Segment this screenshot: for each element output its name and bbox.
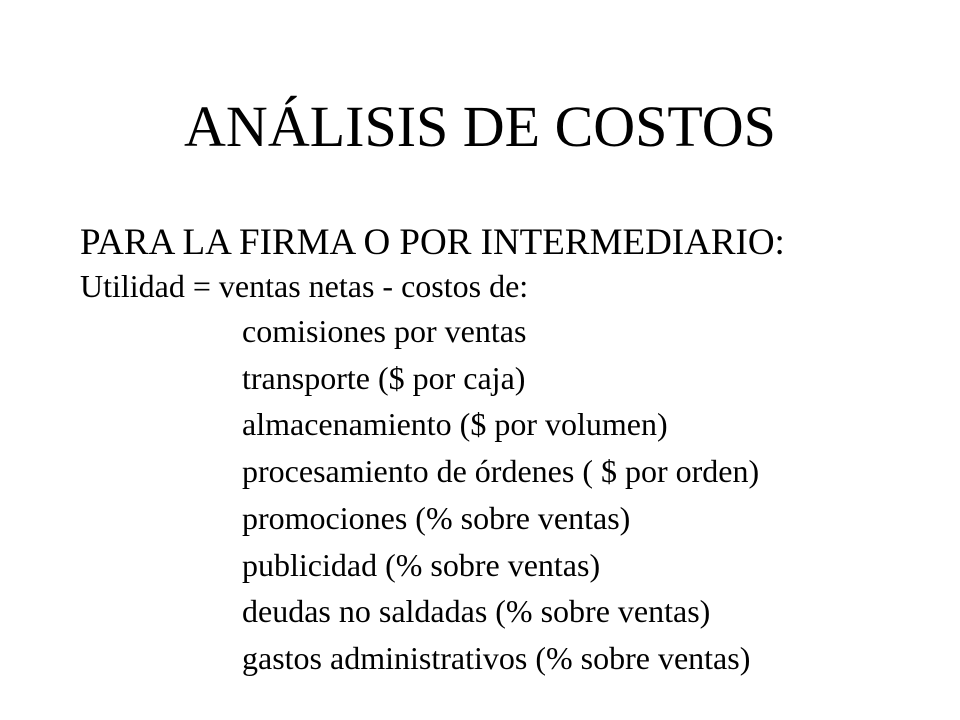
cost-item-administrative: gastos administrativos (% sobre ventas) bbox=[242, 639, 751, 676]
cost-item-order-processing: procesamiento de órdenes ( $ por orden) bbox=[242, 453, 760, 490]
cost-item-bad-debts: deudas no saldadas (% sobre ventas) bbox=[242, 593, 711, 630]
cost-item-commissions: comisiones por ventas bbox=[242, 313, 527, 349]
cost-item-promotions: promociones (% sobre ventas) bbox=[242, 499, 631, 536]
slide-subheading: PARA LA FIRMA O POR INTERMEDIARIO: bbox=[80, 222, 785, 263]
cost-items-list bbox=[242, 308, 759, 682]
cost-item-storage: almacenamiento ($ por volumen) bbox=[242, 406, 668, 443]
profit-formula: Utilidad = ventas netas - costos de: bbox=[80, 268, 529, 304]
cost-item-transport: transporte ($ por caja) bbox=[242, 359, 526, 396]
slide-title: ANÁLISIS DE COSTOS bbox=[184, 94, 776, 159]
cost-item-advertising: publicidad (% sobre ventas) bbox=[242, 546, 601, 583]
